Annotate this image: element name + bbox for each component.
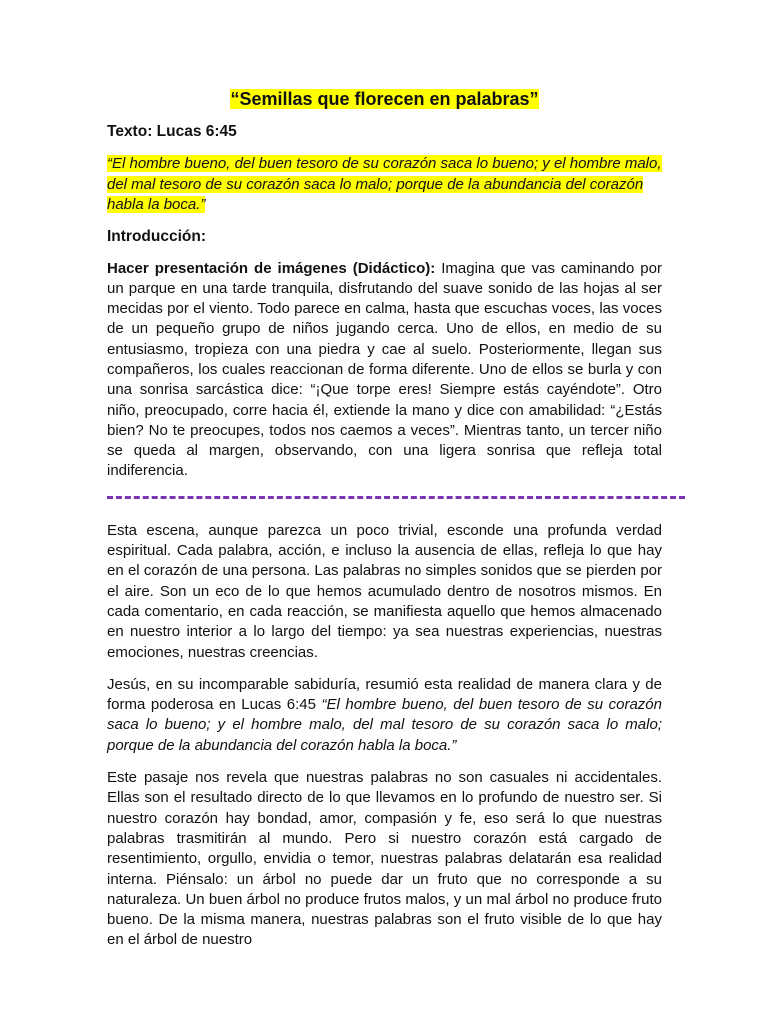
presentation-text: Imagina que vas caminando por un parque en una tarde tranquila, disfrutando del suave sonido de las hojas al ser mecidas por el viento. Todo parece en calma, hasta que escuchas voces, las voces de un pequeño grupo de niños jugando cerca. Uno de ellos, en medio de su entusiasmo, tropieza con una piedra y cae al suelo. Posteriormente, llegan sus compañeros, los cuales reaccionan de forma diferente. Uno de ellos se burla y con una sonrisa sarcástica dice: “¡Que torpe eres! Siempre estás cayéndote”. Otro niño, preocupado, corre hacia él, extiende la mano y dice con amabilidad: “¿Estás bien? No te preocupes, todos nos caemos a veces”. Mientras tanto, un tercer niño se queda al margen, observando, con una ligera sonrisa que refleja total indiferencia. [107,259,662,480]
document-title [107,88,662,110]
section-divider [107,496,685,499]
verse-quote [107,154,662,216]
pasaje-paragraph: Este pasaje nos revela que nuestras palabras no son casuales ni accidentales. Ellas son el resultado directo de lo que llevamos en lo profundo de nuestro ser. Si nuestro corazón hay bondad, amor, compasión y fe, eso será lo que nuestras palabras trasmitirán al mundo. Pero si nuestro corazón está cargado de resentimiento, orgullo, envidia o temor, nuestras palabras delatarán esa realidad interna. Piénsalo: un árbol no puede dar un fruto que no corresponde a su naturaleza. Un buen árbol no produce frutos malos, y un mal árbol no produce fruto bueno. De la misma manera, nuestras palabras son el fruto visible de lo que hay en el árbol de nuestro [107,769,662,949]
document-page [107,88,662,963]
title-text: “Semillas que florecen en palabras” [230,89,539,109]
scene-paragraph: Esta escena, aunque parezca un poco trivial, esconde una profunda verdad espiritual. Cada palabra, acción, e incluso la ausencia de ellas, refleja lo que hay en el corazón de una persona. Las palabras no simples sonidos que se pierden por el aire. Son un eco de lo que hemos acumulado dentro de nosotros mismos. En cada comentario, en cada reacción, se manifiesta aquello que hemos almacenado en nuestro interior a lo largo del tiempo: ya sea nuestras experiencias, nuestras emociones, nuestras creencias. [107,521,662,661]
verse-text: “El hombre bueno, del buen tesoro de su corazón saca lo bueno; y el hombre malo, del mal tesoro de su corazón saca lo malo; porque de la abundancia del corazón habla la boca.” [107,155,662,213]
intro-heading: Introducción: [107,227,207,245]
jesus-paragraph [107,675,662,756]
texto-label: Texto: Lucas 6:45 [107,123,237,140]
presentation-label: Hacer presentación de imágenes (Didáctico): [107,259,436,277]
presentation-paragraph [107,259,662,482]
jesus-lead-text: Jesús, en su incomparable sabiduría, resumió esta realidad de manera clara y de forma poderosa en Lucas 6:45 [107,675,662,714]
jesus-quote-text: “El hombre bueno, del buen tesoro de su corazón saca lo bueno; y el hombre malo, del mal tesoro de su corazón saca lo malo; porque de la abundancia del corazón habla la boca.” [107,696,662,754]
